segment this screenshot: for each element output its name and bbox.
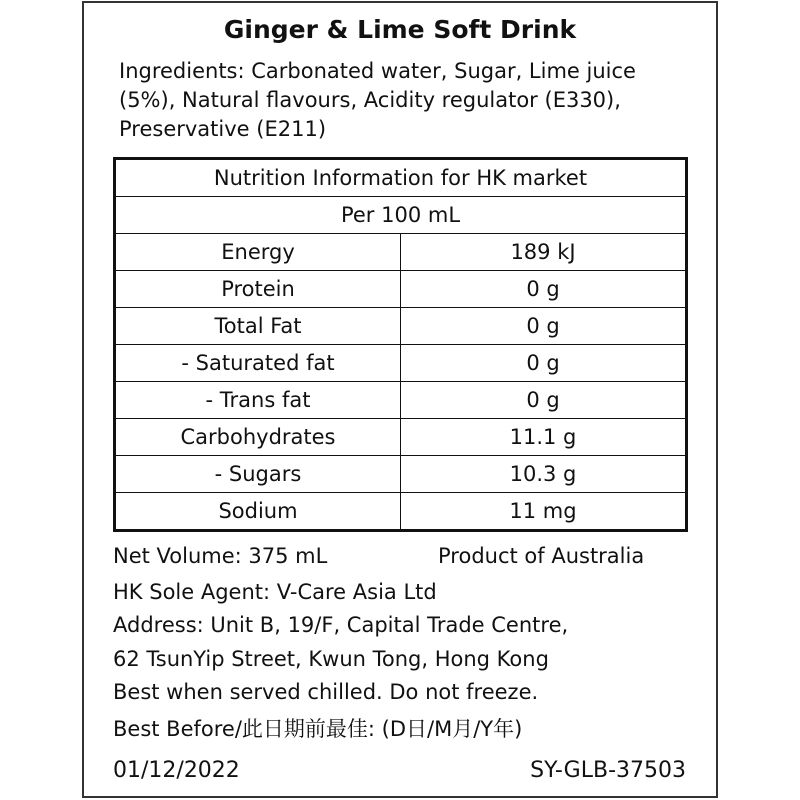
nutrient-value: 0 g xyxy=(526,388,560,412)
nutrition-row xyxy=(116,492,685,529)
nutrition-per-row xyxy=(116,196,685,233)
nutrient-value: 0 g xyxy=(526,351,560,375)
nutrient-name: Protein xyxy=(116,271,401,307)
nutrition-row xyxy=(116,381,685,418)
lot-code: SY-GLB-37503 xyxy=(530,758,686,783)
best-before-label: Best Before/此日期前最佳: (D日/M月/Y年) xyxy=(113,717,523,741)
best-before-date: 01/12/2022 xyxy=(113,758,240,783)
nutrient-value: 0 g xyxy=(526,277,560,301)
nutrition-table xyxy=(113,157,688,532)
nutrition-row xyxy=(116,418,685,455)
nutrient-name: Sodium xyxy=(116,493,401,529)
address-line-2: 62 TsunYip Street, Kwun Tong, Hong Kong xyxy=(113,647,549,671)
nutrient-name: - Saturated fat xyxy=(116,345,401,381)
nutrition-heading: Nutrition Information for HK market xyxy=(213,166,588,190)
serving-note: Best when served chilled. Do not freeze. xyxy=(113,680,539,704)
nutrition-row xyxy=(116,307,685,344)
product-title: Ginger & Lime Soft Drink xyxy=(223,15,577,44)
nutrient-value: 10.3 g xyxy=(509,462,577,486)
product-label xyxy=(82,1,718,798)
nutrient-value: 189 kJ xyxy=(510,240,576,264)
nutrition-row xyxy=(116,233,685,270)
nutrition-per: Per 100 mL xyxy=(340,203,461,227)
nutrition-row xyxy=(116,270,685,307)
nutrient-name: - Trans fat xyxy=(116,382,401,418)
nutrient-value: 0 g xyxy=(526,314,560,338)
nutrient-name: - Sugars xyxy=(116,456,401,492)
nutrient-name: Energy xyxy=(116,234,401,270)
nutrition-row xyxy=(116,344,685,381)
nutrient-value: 11.1 g xyxy=(509,425,577,449)
nutrient-name: Carbohydrates xyxy=(116,419,401,455)
nutrient-value: 11 mg xyxy=(509,499,577,523)
ingredients-text: Ingredients: Carbonated water, Sugar, Lime juice (5%), Natural flavours, Acidity regulator (E330), Preservative (E211) xyxy=(119,59,636,141)
country-of-origin: Product of Australia xyxy=(438,544,645,568)
nutrient-name: Total Fat xyxy=(116,308,401,344)
sole-agent: HK Sole Agent: V-Care Asia Ltd xyxy=(113,580,437,604)
address-line-1: Address: Unit B, 19/F, Capital Trade Centre, xyxy=(113,613,569,637)
nutrition-row xyxy=(116,455,685,492)
nutrition-heading-row xyxy=(116,160,685,196)
net-volume: Net Volume: 375 mL xyxy=(113,544,328,568)
